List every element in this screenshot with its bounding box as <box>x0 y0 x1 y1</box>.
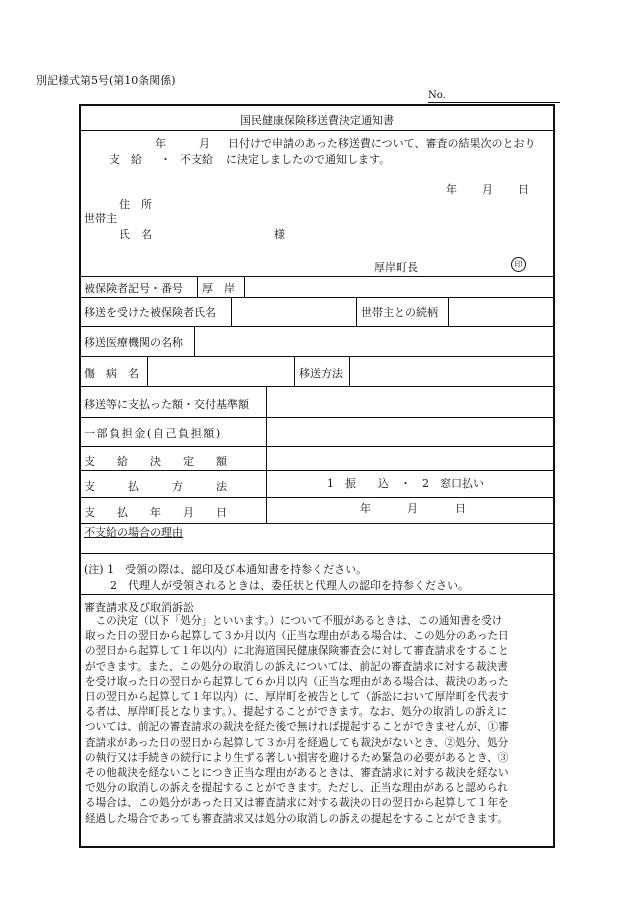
householder-label: 世帯主 <box>84 212 117 225</box>
appeal-heading: 審査請求及び取消訴訟 <box>84 601 194 614</box>
non-payment-option: 不支給 <box>180 153 213 166</box>
transported-name-label: 移送を受けた被保険者氏名 <box>84 306 216 319</box>
number-field <box>428 90 560 103</box>
payment-method-label: 支 払 方 法 <box>84 480 227 493</box>
payment-date-month: 月 <box>407 502 418 515</box>
notice-month: 月 <box>482 183 493 196</box>
payment-option: 支 給 <box>109 153 142 166</box>
appeal-line: を受け取った日の翌日から起算して６か月以内（正当な理由がある場合は、裁決のあった <box>85 675 509 688</box>
appeal-line: 査請求があった日の翌日から起算して３か月を経過しても裁決がないとき、②処分、処分 <box>85 736 509 749</box>
notice-form <box>79 104 555 848</box>
payment-date-year: 年 <box>360 502 371 515</box>
name-label: 氏 名 <box>119 228 152 241</box>
address-label: 住 所 <box>119 198 152 211</box>
copay-label: 一部負担金(自己負担額) <box>84 427 222 440</box>
appeal-line: の執行又は手続きの続行により生ずる著しい損害を避けるため緊急の必要があるとき、③ <box>85 751 509 764</box>
payment-amount-label: 支 給 決 定 額 <box>84 455 227 468</box>
appeal-line: で処分の取消しの訴えを提起することができます。ただし、正当な理由があると認められ <box>85 782 508 795</box>
disease-label: 傷 病 名 <box>84 367 139 380</box>
appeal-line: 取った日の翌日から起算して３か月以内（正当な理由がある場合は、この処分のあった日 <box>85 630 509 643</box>
form-label: 別記様式第5号(第10条関係) <box>36 74 176 87</box>
header-year: 年 <box>155 137 166 150</box>
header-intro-end: に決定しましたので通知します。 <box>226 153 391 166</box>
payment-method-options: 1 振 込 ・ 2 窓口払い <box>327 477 484 490</box>
appeal-line: 経過した場合であっても審査請求又は処分の取消しの訴えの提起をすることができます。 <box>85 812 508 825</box>
insured-number-label: 被保険者記号・番号 <box>84 282 183 295</box>
transport-method-label: 移送方法 <box>299 367 343 380</box>
note-2: 2 代理人が受領されるときは、委任状と代理人の認印を持参ください。 <box>110 579 469 592</box>
appeal-line: ついては、前記の審査請求の裁決を経た後で無ければ提起することができませんが、①審 <box>85 721 509 734</box>
appeal-text <box>85 614 549 827</box>
relationship-label: 世帯主との続柄 <box>361 306 438 319</box>
facility-label: 移送医療機関の名称 <box>84 336 183 349</box>
header-month: 月 <box>199 137 210 150</box>
seal-mark: 印 <box>511 257 526 272</box>
option-separator: ・ <box>160 153 171 166</box>
appeal-line: る者は、厚岸町長となります。）、提起することができます。なお、処分の取消しの訴えに <box>85 706 508 719</box>
note-1: (注) 1 受領の際は、認印及び本通知書を持参ください。 <box>84 563 368 576</box>
appeal-line: ができます。また、この処分の取消しの訴えについては、前記の審査請求に対する裁決書 <box>85 660 508 673</box>
appeal-line: 日の翌日から起算して１年以内）に、厚岸町を被告として（訴訟において厚岸町を代表す <box>85 691 509 704</box>
issuer: 厚岸町長 <box>374 261 418 274</box>
payment-date-label: 支 払 年 月 日 <box>84 506 227 519</box>
payment-date-day: 日 <box>455 502 466 515</box>
insured-number-prefix: 厚 岸 <box>202 282 235 295</box>
appeal-line: その他裁決を経ないことにつき正当な理由があるときは、審査請求に対する裁決を経ない <box>85 767 509 780</box>
amount-paid-label: 移送等に支払った額・交付基準額 <box>84 398 249 411</box>
header-intro: 日付けで申請のあった移送費について、審査の結果次のとおり <box>228 137 536 150</box>
number-label: No. <box>428 90 446 101</box>
honorific: 様 <box>274 228 285 241</box>
notice-day: 日 <box>518 183 529 196</box>
appeal-line: る場合は、この処分があった日又は審査請求に対する裁決の日の翌日から起算して１年を <box>85 797 509 810</box>
notice-year: 年 <box>446 183 457 196</box>
non-payment-reason-label: 不支給の場合の理由 <box>84 526 183 539</box>
form-title: 国民健康保険移送費決定通知書 <box>240 114 394 127</box>
appeal-line: の翌日から起算して１年以内）に北海道国民健康保険審査会に対して審査請求をすること <box>85 645 509 658</box>
appeal-line: この決定（以下「処分」といいます。）について不服があるときは、この通知書を受け <box>85 615 503 627</box>
